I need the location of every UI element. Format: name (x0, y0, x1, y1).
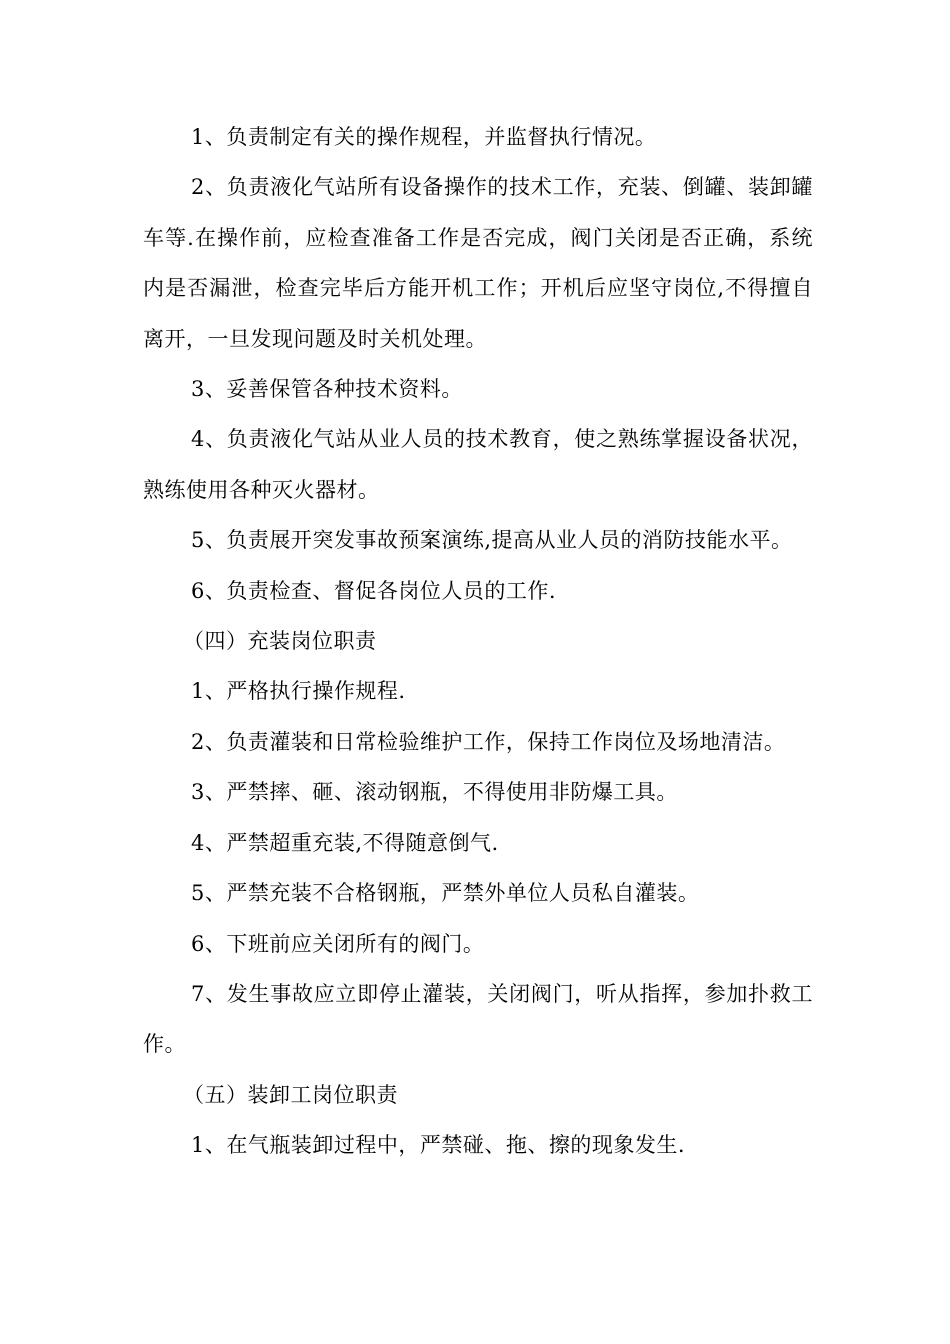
paragraph-9: 3、严禁摔、砸、滚动钢瓶，不得使用非防爆工具。 (191, 780, 678, 805)
paragraph-7: 1、严格执行操作规程. (191, 679, 406, 704)
section-heading-5: （五）装卸工岗位职责 (183, 1082, 398, 1107)
paragraph-8: 2、负责灌装和日常检验维护工作，保持工作岗位及场地清洁。 (191, 729, 786, 754)
paragraph-5: 5、负责展开突发事故预案演练,提高从业人员的消防技能水平。 (191, 528, 793, 553)
paragraph-10: 4、严禁超重充装,不得随意倒气. (191, 830, 499, 855)
paragraph-13: 7、发生事故应立即停止灌装，关闭阀门，听从指挥，参加扑救工作。 (143, 981, 813, 1057)
document-body (143, 112, 813, 1171)
paragraph-14: 1、在气瓶装卸过程中，严禁碰、拖、擦的现象发生. (191, 1133, 686, 1158)
paragraph-3: 3、妥善保管各种技术资料。 (191, 377, 463, 402)
paragraph-11: 5、严禁充装不合格钢瓶，严禁外单位人员私自灌装。 (191, 881, 700, 906)
paragraph-4: 4、负责液化气站从业人员的技术教育，使之熟练掌握设备状况，熟练使用各种灭火器材。 (143, 427, 813, 502)
paragraph-2: 2、负责液化气站所有设备操作的技术工作，充装、倒罐、装卸罐车等.在操作前，应检查准备工作是否完成，阀门关闭是否正确，系统内是否漏泄，检查完毕后方能开机工作；开机后应坚守岗位,不得擅自离开，一旦发现问题及时关机处理。 (143, 175, 813, 351)
paragraph-6: 6、负责检查、督促各岗位人员的工作. (191, 578, 557, 603)
paragraph-1: 1、负责制定有关的操作规程，并监督执行情况。 (191, 125, 657, 149)
paragraph-12: 6、下班前应关闭所有的阀门。 (191, 931, 485, 956)
section-heading-4: （四）充装岗位职责 (183, 629, 377, 654)
